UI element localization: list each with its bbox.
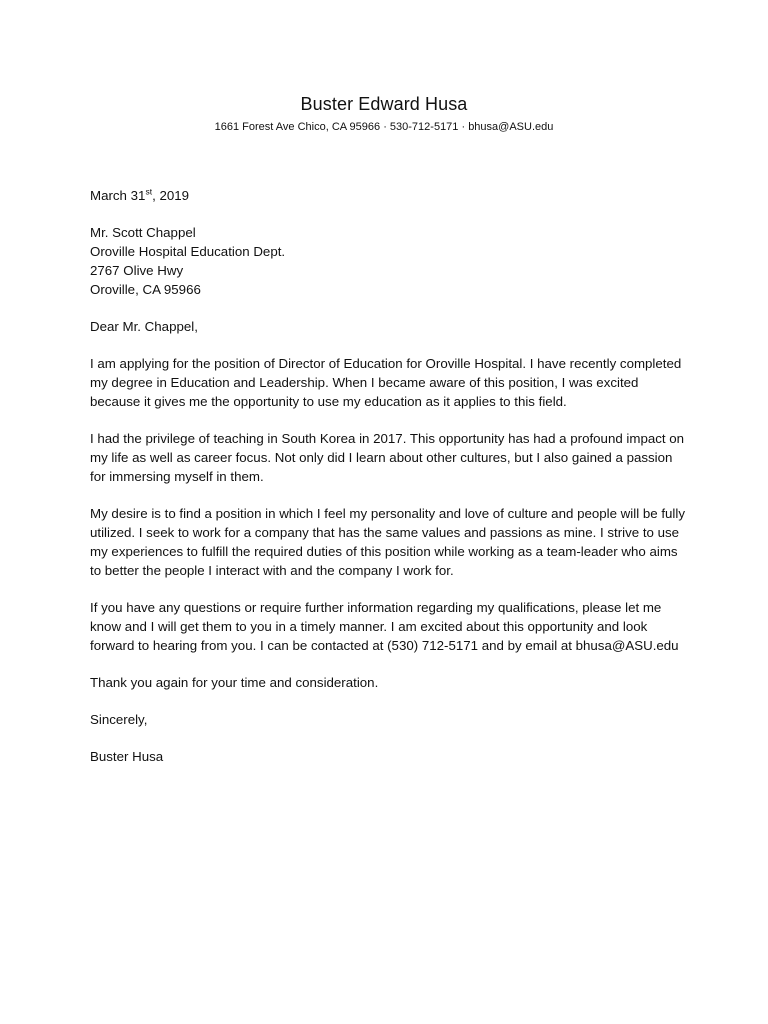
recipient-name: Mr. Scott Chappel <box>90 225 196 240</box>
body-paragraph: My desire is to find a position in which I feel my personality and love of culture and people will be fully utilized. I seek to work for a company that has the same values and passions as mine. I strive to use my experiences to fulfill the required duties of this position while working as a team-leader who aims to better the people I interact with and the company I work for. <box>90 506 685 578</box>
letter-date <box>90 186 690 205</box>
signature-name: Buster Husa <box>90 749 164 764</box>
recipient-street: 2767 Olive Hwy <box>90 263 184 278</box>
recipient-city-state-zip: Oroville, CA 95966 <box>90 282 201 297</box>
letterhead <box>0 92 768 135</box>
body-paragraph: I had the privilege of teaching in South Korea in 2017. This opportunity has had a profound impact on my life as well as career focus. Not only did I learn about other cultures, but I also gained a passion for immersing myself in them. <box>90 431 685 484</box>
body-paragraph: If you have any questions or require further information regarding my qualifications, please let me know and I will get them to you in a timely manner. I am excited about this opportunity and look forward to hearing from you. I can be contacted at (530) 712-5171 and by email at bhusa@ASU.edu <box>90 600 679 653</box>
recipient-organization: Oroville Hospital Education Dept. <box>90 244 286 259</box>
letter-body <box>90 186 690 784</box>
closing: Sincerely, <box>90 712 148 727</box>
sender-name: Buster Edward Husa <box>300 94 468 114</box>
body-paragraph: I am applying for the position of Director of Education for Oroville Hospital. I have recently completed my degree in Education and Leadership. When I became aware of this position, I was excited because it gives me the opportunity to use my education as it applies to this field. <box>90 356 682 409</box>
date-month-day: March 31 <box>90 188 146 203</box>
date-year: , 2019 <box>152 188 190 203</box>
sender-contact-line: 1661 Forest Ave Chico, CA 95966 · 530-712-5171 · bhusa@ASU.edu <box>214 121 554 133</box>
date-ordinal-suffix: st <box>145 186 153 197</box>
salutation: Dear Mr. Chappel, <box>90 319 198 334</box>
body-paragraph: Thank you again for your time and consideration. <box>90 675 379 690</box>
recipient-address <box>90 223 690 299</box>
